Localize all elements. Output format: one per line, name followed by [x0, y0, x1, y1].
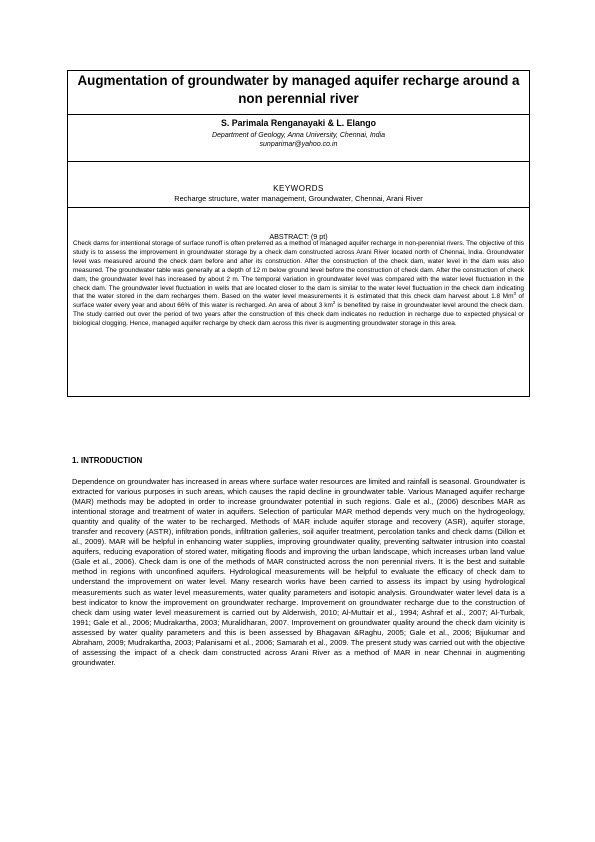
keywords-heading: KEYWORDS — [273, 184, 324, 193]
author-affiliation: Department of Geology, Anna University, Chennai, India — [211, 132, 386, 139]
abstract-part-1: Check dams for intentional storage of surface runoff is often preferred as a method of managed aquifer recharge in non-perennial rivers. The objective of this study is to assess the improvement in groundwater storage by a check dam constructed across Arani River located north of Chennai, India. Groundwater level was measured around the check dam before and after its construction. After the construction of the check dam, water level in the dam was also measured. The groundwater table was generally at a depth of 12 m below ground level before the construction of check dam. After the construction of check dam, the groundwater level has increased by about 2 m. The temporal variation in groundwater level was compared with the water level fluctuation in the check dam. The groundwater level fluctuation in wells that are located closer to the dam is similar to the water level fluctuation in the check dam indicating that the water stored in the dam recharges them. Based on the water level measurements it is estimated that this check dam harvest about 1.8 Mm — [73, 240, 524, 301]
paper-title: Augmentation of groundwater by managed aquifer recharge around a non perennial river — [77, 73, 520, 106]
title-box — [67, 70, 530, 115]
abstract-part-3: is benefited by raise in groundwater level around the check dam. The study carried out over the period of two years after the construction of this check dam indicates no reduction in recharge due to expected physical or biological clogging. Hence, managed aquifer recharge by check dam across this river is augmenting groundwater storage in this area. — [73, 302, 524, 328]
abstract-heading: ABSTRACT: (9 pt) — [269, 232, 328, 241]
keywords-text: Recharge structure, water management, Groundwater, Chennai, Arani River — [174, 194, 423, 203]
paper-authors: S. Parimala Renganayaki & L. Elango — [221, 118, 376, 128]
abstract-text — [73, 240, 524, 329]
abstract-box — [67, 208, 530, 397]
author-box — [67, 115, 530, 162]
keywords-box — [67, 162, 530, 208]
abstract-part-2: of surface water every year and about 66% of this water is recharged. An area of about 3 km — [73, 293, 524, 310]
introduction-text: Dependence on groundwater has increased in areas where surface water resources are limited and rainfall is seasonal. Groundwater is extracted for various purposes in such areas, which causes the rapid decline in groundwater table. Various Managed aquifer recharge (MAR) methods may be adopted in order to increase groundwater potential in such regions. Gale et al., (2006) describes MAR as intentional storage and treatment of water in aquifers. Selection of particular MAR method depends very much on the hydrogeology, quantity and quality of the water to be recharged. Methods of MAR include aquifer storage and recovery (ASR), aquifer storage, transfer and recovery (ASTR), infiltration ponds, infiltration galleries, soil aquifer treatment, percolation tanks and check dams (Dillon et al., 2009). MAR will be helpful in enhancing water supplies, improving groundwater quality, preventing saltwater intrusion into coastal aquifers, reducing evaporation of stored water, mitigating floods and improving the urban landscape, which increases urban land value (Gale et al., 2006). Check dam is one of the methods of MAR constructed across the non perennial rivers. It is the best and suitable method in regions with unconfined aquifers. Hydrological measurements will be helpful to evaluate the efficacy of check dam to understand the improvement on water level. Many research works have been carried to assess its impact by using hydrological measurements such as water level measurements, water quality parameters and isotopic analysis. Groundwater water level data is a best indicator to know the improvement on groundwater recharge. Improvement on groundwater recharge due to the construction of check dam using water level measurement is carried out by Alderwish, 2010; Al-Muttair et al., 1994; Ashraf et al., 2007; Al-Turbak, 1991; Gale et al., 2006; Mudrakartha, 2003; Muralidharan, 2007. Improvement on groundwater quality around the check dam vicinity is assessed by water quality parameters and this is been assessed by Bhagavan &Raghu, 2005; Gale et al., 2006; Bijukumar and Abraham, 2009; Mudrakartha, 2003; Palanisami et al., 2006; Samarah et al., 2009. The present study was carried out with the objective of assessing the impact of a check dam constructed across Arani River as a method of MAR in near Chennai in augmenting groundwater. — [72, 477, 525, 667]
abstract-superscript-2: 2 — [332, 300, 336, 306]
author-email: sunparimar@yahoo.co.in — [259, 141, 338, 148]
abstract-superscript-1: 3 — [513, 291, 517, 297]
introduction-heading: 1. INTRODUCTION — [72, 456, 143, 465]
